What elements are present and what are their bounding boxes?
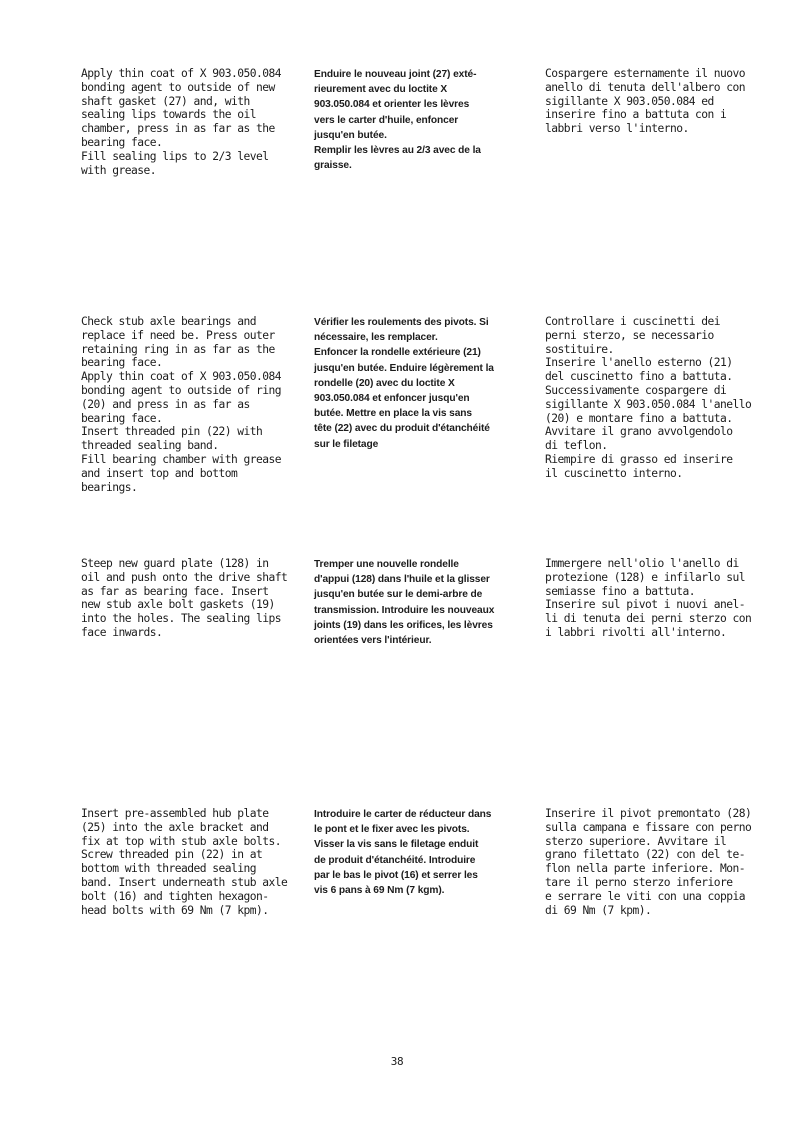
italian-column (545, 67, 760, 136)
french-column (314, 807, 510, 898)
italian-text: Immergere nell'olio l'anello di protezione (128) e infilarlo sul semiasse fino a battuta. Inserire sul pivot i nuovi anel- li di tenuta dei perni sterzo con i labbri rivolti all'interno. (545, 557, 752, 639)
english-column (81, 557, 296, 640)
italian-column (545, 315, 760, 481)
italian-text: Cospargere esternamente il nuovo anello di tenuta dell'albero con sigillante X 903.050.084 ed inserire fino a battuta con i labbri verso l'interno. (545, 67, 746, 136)
english-text: Check stub axle bearings and replace if need be. Press outer retaining ring in as far as the bearing face. Apply thin coat of X 903.050.084 bonding agent to outside of ring (20) and press in as far as bearing face. Insert threaded pin (22) with threaded sealing band. Fill bearing chamber with grease and insert top and bottom bearings. (81, 315, 282, 494)
french-text: Enduire le nouveau joint (27) exté- rieurement avec du loctite X 903.050.084 et orienter les lèvres vers le carter d'huile, enfoncer jusqu'en butée. Remplir les lèvres au 2/3 avec de la graisse. (314, 69, 481, 172)
english-column (81, 807, 296, 917)
english-text: Steep new guard plate (128) in oil and push onto the drive shaft as far as bearing face. Insert new stub axle bolt gaskets (19) into the holes. The sealing lips face inwards. (81, 557, 288, 639)
english-column (81, 67, 296, 177)
italian-column (545, 557, 760, 640)
italian-text: Controllare i cuscinetti dei perni sterzo, se necessario sostituire. Inserire l'anello esterno (21) del cuscinetto fino a battuta. Successivamente cospargere di sigillante X 903.050.084 l'anello (20) e montare fino a battuta. Avvitare il grano avvolgendolo di teflon. Riempire di grasso ed inserire il cuscinetto interno. (545, 315, 752, 480)
english-text: Apply thin coat of X 903.050.084 bonding agent to outside of new shaft gasket (27) and, with sealing lips towards the oil chamber, press in as far as the bearing face. Fill sealing lips to 2/3 level with grease. (81, 67, 282, 177)
french-column (314, 557, 510, 648)
french-text: Introduire le carter de réducteur dans le pont et le fixer avec les pivots. Visser la vis sans le filetage enduit de produit d'étanchéité. Introduire par le bas le pivot (16) et serrer les vis 6 pans à 69 Nm (7 kgm). (314, 809, 492, 897)
italian-text: Inserire il pivot premontato (28) sulla campana e fissare con perno sterzo superiore. Avvitare il grano filettato (22) con del te- flon nella parte inferiore. Mon- tare il perno sterzo inferiore e serrare le viti con una coppia di 69 Nm (7 kpm). (545, 807, 752, 917)
french-column (314, 315, 510, 452)
italian-column (545, 807, 760, 917)
english-text: Insert pre-assembled hub plate (25) into the axle bracket and fix at top with stub axle bolts. Screw threaded pin (22) in at bottom with threaded sealing band. Insert underneath stub axle bolt (16) and tighten hexagon- head bolts with 69 Nm (7 kpm). (81, 807, 288, 917)
french-text: Vérifier les roulements des pivots. Si nécessaire, les remplacer. Enfoncer la rondelle extérieure (21) jusqu'en butée. Enduire légèrement la rondelle (20) avec du loctite X 903.050.084 et enfoncer jusqu'en butée. Mettre en place la vis sans tête (22) avec du produit d'étanchéité sur le filetage (314, 317, 494, 450)
page-number: 38 (390, 1055, 404, 1068)
english-column (81, 315, 296, 494)
french-column (314, 67, 510, 173)
french-text: Tremper une nouvelle rondelle d'appui (128) dans l'huile et la glisser jusqu'en butée sur le demi-arbre de transmission. Introduire les nouveaux joints (19) dans les orifices, les lèvres orientées vers l'intérieur. (314, 559, 495, 647)
